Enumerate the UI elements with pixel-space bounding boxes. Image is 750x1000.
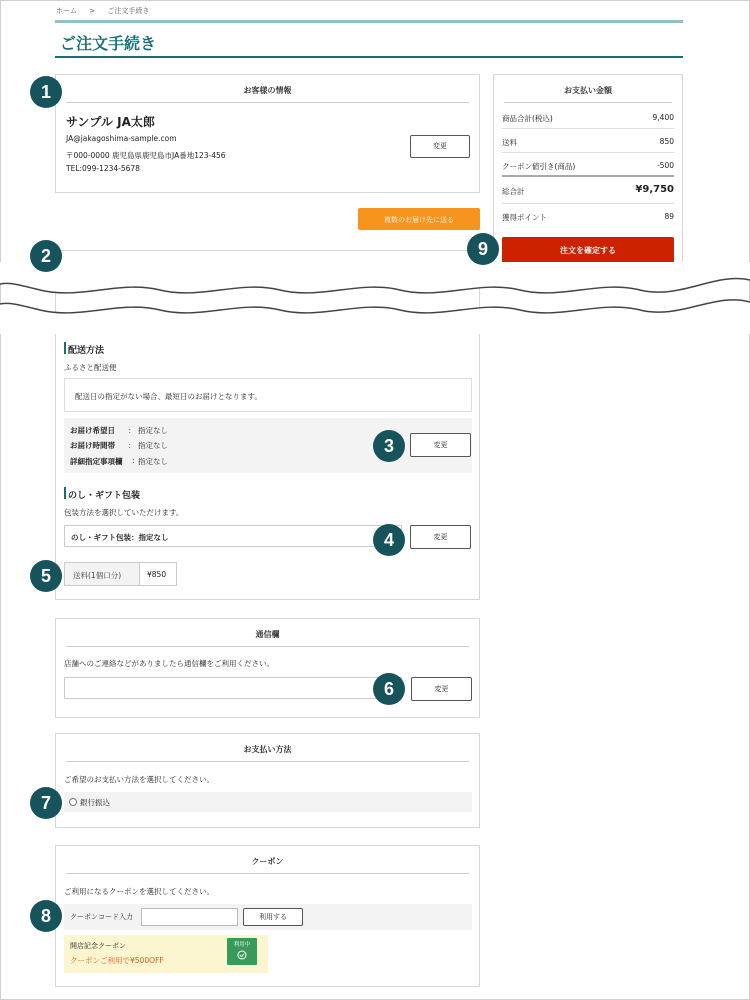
summary-row-total bbox=[502, 178, 674, 204]
summary-value: 89 bbox=[664, 212, 674, 221]
shipping-fee-value: ¥850 bbox=[147, 570, 167, 579]
customer-info-panel bbox=[55, 74, 480, 193]
delivery-detail-value: 指定なし bbox=[138, 457, 168, 466]
message-panel bbox=[55, 618, 480, 718]
heading-marker bbox=[64, 487, 66, 499]
step-badge-6: 6 bbox=[373, 673, 405, 705]
customer-info-heading: お客様の情報 bbox=[66, 85, 469, 103]
check-circle-icon bbox=[237, 950, 247, 960]
gift-heading: のし・ギフト包装 bbox=[68, 491, 141, 501]
coupon-in-use-label: 利用中 bbox=[233, 942, 251, 948]
step-badge-8: 8 bbox=[30, 900, 62, 932]
delivery-time-value: 指定なし bbox=[138, 441, 168, 450]
step-badge-7: 7 bbox=[30, 787, 62, 819]
step-badge-1: 1 bbox=[30, 76, 62, 108]
customer-tel: TEL:099-1234-5678 bbox=[66, 164, 140, 173]
message-input[interactable] bbox=[64, 677, 402, 699]
bank-transfer-radio[interactable] bbox=[69, 798, 77, 806]
payment-description: ご希望のお支払い方法を選択してください。 bbox=[64, 775, 214, 784]
delivery-notice-box bbox=[64, 378, 472, 412]
multi-ship-button[interactable]: 複数のお届け先に送る bbox=[358, 208, 480, 230]
title-rule-top bbox=[55, 20, 683, 23]
gift-value-box bbox=[64, 525, 402, 547]
coupon-description: ご利用になるクーポンを選択してください。 bbox=[64, 887, 214, 896]
delivery-time-label: お届け時間帯 bbox=[70, 441, 115, 450]
customer-address: 〒000-0000 鹿児島県鹿児島市JA番地123-456 bbox=[66, 151, 226, 160]
summary-row-points bbox=[502, 204, 674, 228]
coupon-code-input[interactable] bbox=[141, 908, 238, 926]
delivery-notice: 配送日の指定がない場合、最短日のお届けとなります。 bbox=[75, 392, 262, 401]
delivery-change-button[interactable]: 変更 bbox=[410, 433, 471, 457]
summary-value: -500 bbox=[656, 161, 674, 170]
summary-label: 商品合計(税込) bbox=[502, 114, 553, 123]
delivery-method-heading: 配送方法 bbox=[68, 346, 105, 356]
page-break-wave bbox=[0, 262, 750, 334]
page-title: ご注文手続き bbox=[60, 34, 157, 53]
summary-value: ¥9,750 bbox=[635, 184, 674, 195]
gift-description: 包装方法を選択していただけます。 bbox=[64, 508, 184, 517]
customer-name: サンプル JA太郎 bbox=[66, 115, 155, 129]
step-badge-9: 9 bbox=[467, 233, 499, 265]
step-badge-3: 3 bbox=[373, 430, 405, 462]
summary-label: 送料 bbox=[502, 138, 517, 147]
delivery-method-name: ふるさと配送便 bbox=[64, 363, 117, 372]
step-badge-4: 4 bbox=[373, 524, 405, 556]
step-badge-2: 2 bbox=[30, 240, 62, 272]
delivery-sep: ： bbox=[128, 441, 136, 450]
breadcrumb-current: ご注文手続き bbox=[107, 7, 150, 15]
summary-heading: お支払い金額 bbox=[504, 85, 672, 103]
confirm-order-button[interactable]: 注文を確定する bbox=[502, 237, 674, 263]
coupon-apply-button[interactable]: 利用する bbox=[243, 908, 303, 926]
customer-email: JA@jakagoshima-sample.com bbox=[66, 134, 177, 143]
shipping-fee-label: 送料(1個口分) bbox=[73, 571, 122, 580]
delivery-detail-label: 詳細指定事項欄 bbox=[70, 457, 123, 466]
heading-marker bbox=[64, 342, 66, 354]
message-heading: 通信欄 bbox=[66, 629, 469, 647]
coupon-heading: クーポン bbox=[66, 856, 469, 874]
breadcrumb bbox=[56, 6, 149, 16]
breadcrumb-home[interactable]: ホーム bbox=[56, 7, 77, 15]
coupon-code-label: クーポンコード入力 bbox=[70, 913, 133, 921]
summary-label: 獲得ポイント bbox=[502, 213, 547, 222]
applied-coupon-name: 開店記念クーポン bbox=[70, 942, 126, 950]
gift-change-button[interactable]: 変更 bbox=[410, 525, 471, 549]
payment-heading: お支払い方法 bbox=[66, 744, 469, 762]
payment-summary-panel bbox=[493, 74, 683, 270]
summary-value: 850 bbox=[659, 137, 674, 146]
summary-row-shipping bbox=[502, 129, 674, 153]
applied-coupon-card bbox=[64, 935, 268, 973]
summary-row-coupon bbox=[502, 153, 674, 177]
customer-change-button[interactable]: 変更 bbox=[410, 135, 470, 158]
coupon-in-use-badge[interactable] bbox=[227, 938, 257, 965]
delivery-sep: ： bbox=[128, 426, 136, 435]
payment-method-panel bbox=[55, 733, 480, 828]
payment-option-row[interactable] bbox=[64, 792, 472, 812]
summary-row-subtotal bbox=[502, 105, 674, 129]
applied-coupon-discount: クーポンご利用で¥500OFF bbox=[70, 956, 164, 965]
summary-value: 9,400 bbox=[652, 113, 674, 122]
message-change-button[interactable]: 変更 bbox=[411, 677, 472, 701]
delivery-sep: : bbox=[132, 456, 135, 465]
shipping-fee-box bbox=[64, 562, 177, 586]
gift-value: のし・ギフト包装：指定なし bbox=[71, 533, 169, 542]
breadcrumb-separator: > bbox=[89, 7, 96, 15]
title-rule-bottom bbox=[55, 56, 683, 58]
delivery-date-label: お届け希望日 bbox=[70, 426, 115, 435]
summary-label: クーポン値引き(商品) bbox=[502, 162, 576, 171]
delivery-date-value: 指定なし bbox=[138, 426, 168, 435]
coupon-panel bbox=[55, 845, 480, 987]
step-badge-5: 5 bbox=[30, 560, 62, 592]
message-description: 店舗へのご連絡などがありましたら通信欄をご利用ください。 bbox=[64, 659, 274, 668]
bank-transfer-label: 銀行振込 bbox=[80, 798, 110, 807]
summary-label: 総合計 bbox=[502, 187, 525, 196]
